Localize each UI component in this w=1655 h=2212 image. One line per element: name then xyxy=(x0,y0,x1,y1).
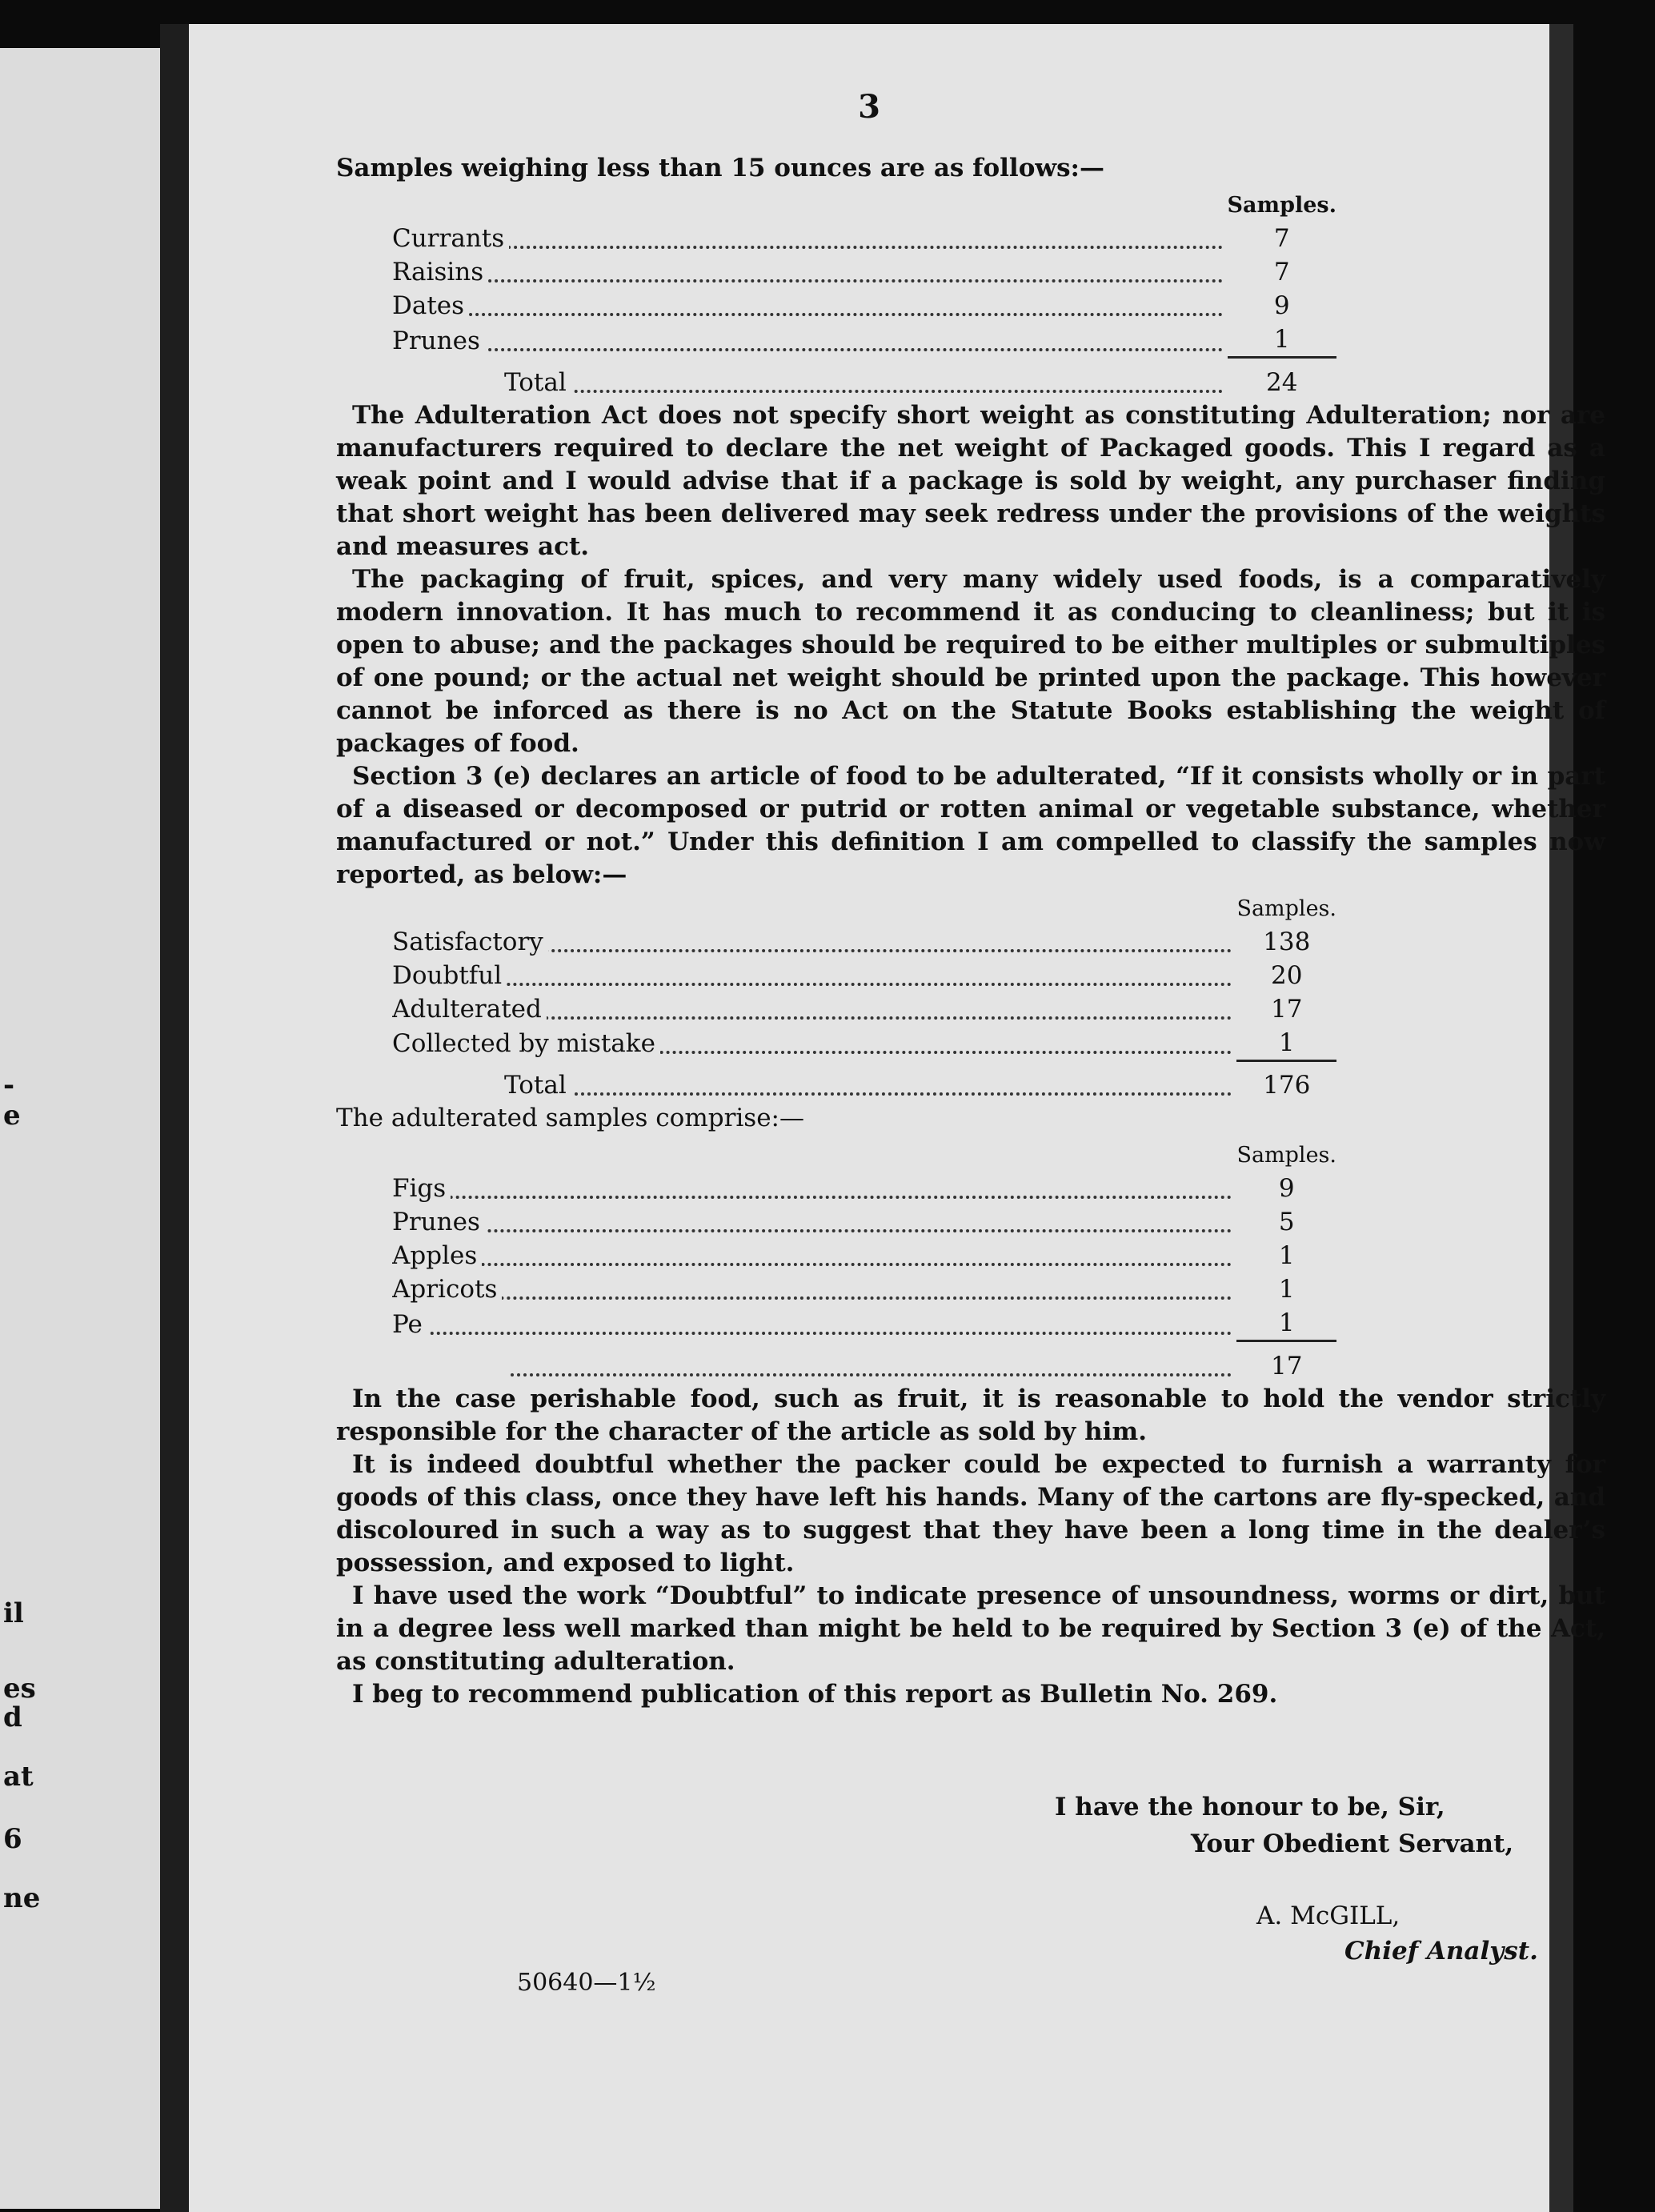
paragraph: I beg to recommend publication of this report as Bulletin No. 269. xyxy=(352,1679,1278,1709)
total-row xyxy=(392,358,1336,399)
table-row xyxy=(392,1272,1336,1306)
paragraph: The Adulteration Act does not specify short weight as constituting Adulteration; nor are manufacturers required to declare the net weight of Packaged goods. This I regard as a weak point and I would advise that if a package is sold by weight, any purchaser finding that short weight has been delivered may seek redress under the provisions of the weights and measures act. xyxy=(336,400,1605,561)
left-page-fragment: ne xyxy=(3,1882,41,1914)
row-label: Prunes xyxy=(392,327,485,355)
row-label: Currants xyxy=(392,224,509,253)
left-page-fragment: at xyxy=(3,1761,34,1793)
section3-intro: The adulterated samples comprise:— xyxy=(336,1104,805,1132)
classification-table xyxy=(392,892,1336,1103)
row-value: 9 xyxy=(1273,291,1290,320)
table-row xyxy=(392,289,1336,323)
total-value: 17 xyxy=(1236,1341,1336,1383)
table-row xyxy=(392,1239,1336,1272)
table-row xyxy=(392,323,1336,358)
table-row xyxy=(392,925,1336,959)
row-value: 17 xyxy=(1271,994,1303,1024)
row-value: 1 xyxy=(1278,1275,1295,1304)
signatory-name: A. McGILL, xyxy=(1256,1901,1401,1930)
row-label: Pe xyxy=(392,1310,427,1339)
paragraph: It is indeed doubtful whether the packer could be expected to furnish a warranty for goods of this class, once they have left his hands. Many of the cartons are fly-specked, and discoloured in such a way as to suggest that they have been a long time in the dealer’s possession, and exposed to light. xyxy=(336,1449,1605,1577)
closing-line: I have the honour to be, Sir, xyxy=(1055,1793,1445,1821)
total-label xyxy=(504,1352,509,1380)
row-label: Apricots xyxy=(392,1275,502,1304)
row-label: Dates xyxy=(392,291,469,320)
book-gutter xyxy=(160,24,189,2212)
left-page-fragment: - xyxy=(3,1069,15,1101)
table-row xyxy=(392,1205,1336,1239)
section1-intro: Samples weighing less than 15 ounces are as follows:— xyxy=(336,154,1104,182)
adulterated-table xyxy=(392,1138,1336,1383)
samples-header: Samples. xyxy=(1236,896,1336,921)
row-value: 7 xyxy=(1273,224,1290,253)
row-value: 1 xyxy=(1273,325,1290,354)
total-row xyxy=(392,1341,1336,1383)
table-row xyxy=(392,1306,1336,1341)
paragraph: In the case perishable food, such as fruit, it is reasonable to hold the vendor strictly responsible for the character of the article as sold by him. xyxy=(336,1384,1605,1446)
row-label: Adulterated xyxy=(392,995,547,1024)
document-page xyxy=(189,24,1605,2212)
signatory-title: Chief Analyst. xyxy=(1344,1937,1538,1966)
row-label: Raisins xyxy=(392,258,488,287)
samples-header: Samples. xyxy=(1236,1143,1336,1168)
total-value: 24 xyxy=(1228,358,1336,399)
row-label: Apples xyxy=(392,1241,482,1270)
row-label: Collected by mistake xyxy=(392,1029,660,1058)
total-label: Total xyxy=(504,1071,571,1100)
short-weight-table xyxy=(392,188,1336,399)
row-label: Satisfactory xyxy=(392,928,548,956)
table-row xyxy=(392,1172,1336,1205)
table-row xyxy=(392,959,1336,992)
left-page-fragment: 6 xyxy=(3,1823,22,1855)
row-label: Prunes xyxy=(392,1208,485,1236)
total-row xyxy=(392,1060,1336,1102)
closing-line: Your Obedient Servant, xyxy=(1191,1829,1514,1858)
adjacent-page-edge xyxy=(0,48,160,2209)
row-value: 1 xyxy=(1278,1308,1295,1337)
table-row xyxy=(392,1026,1336,1061)
row-label: Figs xyxy=(392,1174,451,1203)
left-page-fragment: il xyxy=(3,1597,24,1629)
row-value: 7 xyxy=(1273,258,1290,287)
page-content xyxy=(336,152,1605,1711)
row-value: 138 xyxy=(1263,927,1311,956)
page-number: 3 xyxy=(858,88,880,126)
total-label: Total xyxy=(504,368,571,397)
print-code: 50640—1½ xyxy=(517,1969,656,1997)
total-value: 176 xyxy=(1236,1060,1336,1102)
row-value: 5 xyxy=(1278,1208,1295,1236)
row-value: 20 xyxy=(1271,960,1303,990)
row-label: Doubtful xyxy=(392,961,507,990)
table-row xyxy=(392,255,1336,289)
paragraph: The packaging of fruit, spices, and very many widely used foods, is a comparatively modern innovation. It has much to recommend it as conducing to cleanliness; but it is open to abuse; and the packages should be required to be either multiples or submultiples of one pound; or the actual net weight should be printed upon the package. This however cannot be inforced as there is no Act on the Statute Books establishing the weight of packages of food. xyxy=(336,564,1605,758)
table-row xyxy=(392,992,1336,1026)
row-value: 1 xyxy=(1278,1241,1295,1270)
row-value: 1 xyxy=(1278,1028,1295,1057)
paragraph: I have used the work “Doubtful” to indicate presence of unsoundness, worms or dirt, but in a degree less well marked than might be held to be required by Section 3 (e) of the Act, as constituting adulteration. xyxy=(336,1581,1605,1676)
paragraph: Section 3 (e) declares an article of food to be adulterated, “If it consists wholly or in part of a diseased or decomposed or putrid or rotten animal or vegetable substance, whether manufactured or not.” Under this definition I am compelled to classify the samples now reported, as below:— xyxy=(336,761,1605,889)
left-page-fragment: e xyxy=(3,1100,21,1132)
samples-header: Samples. xyxy=(1227,193,1336,218)
left-page-fragment: d xyxy=(3,1701,22,1733)
table-row xyxy=(392,222,1336,255)
left-page-fragment: es xyxy=(3,1673,36,1705)
row-value: 9 xyxy=(1278,1174,1295,1203)
